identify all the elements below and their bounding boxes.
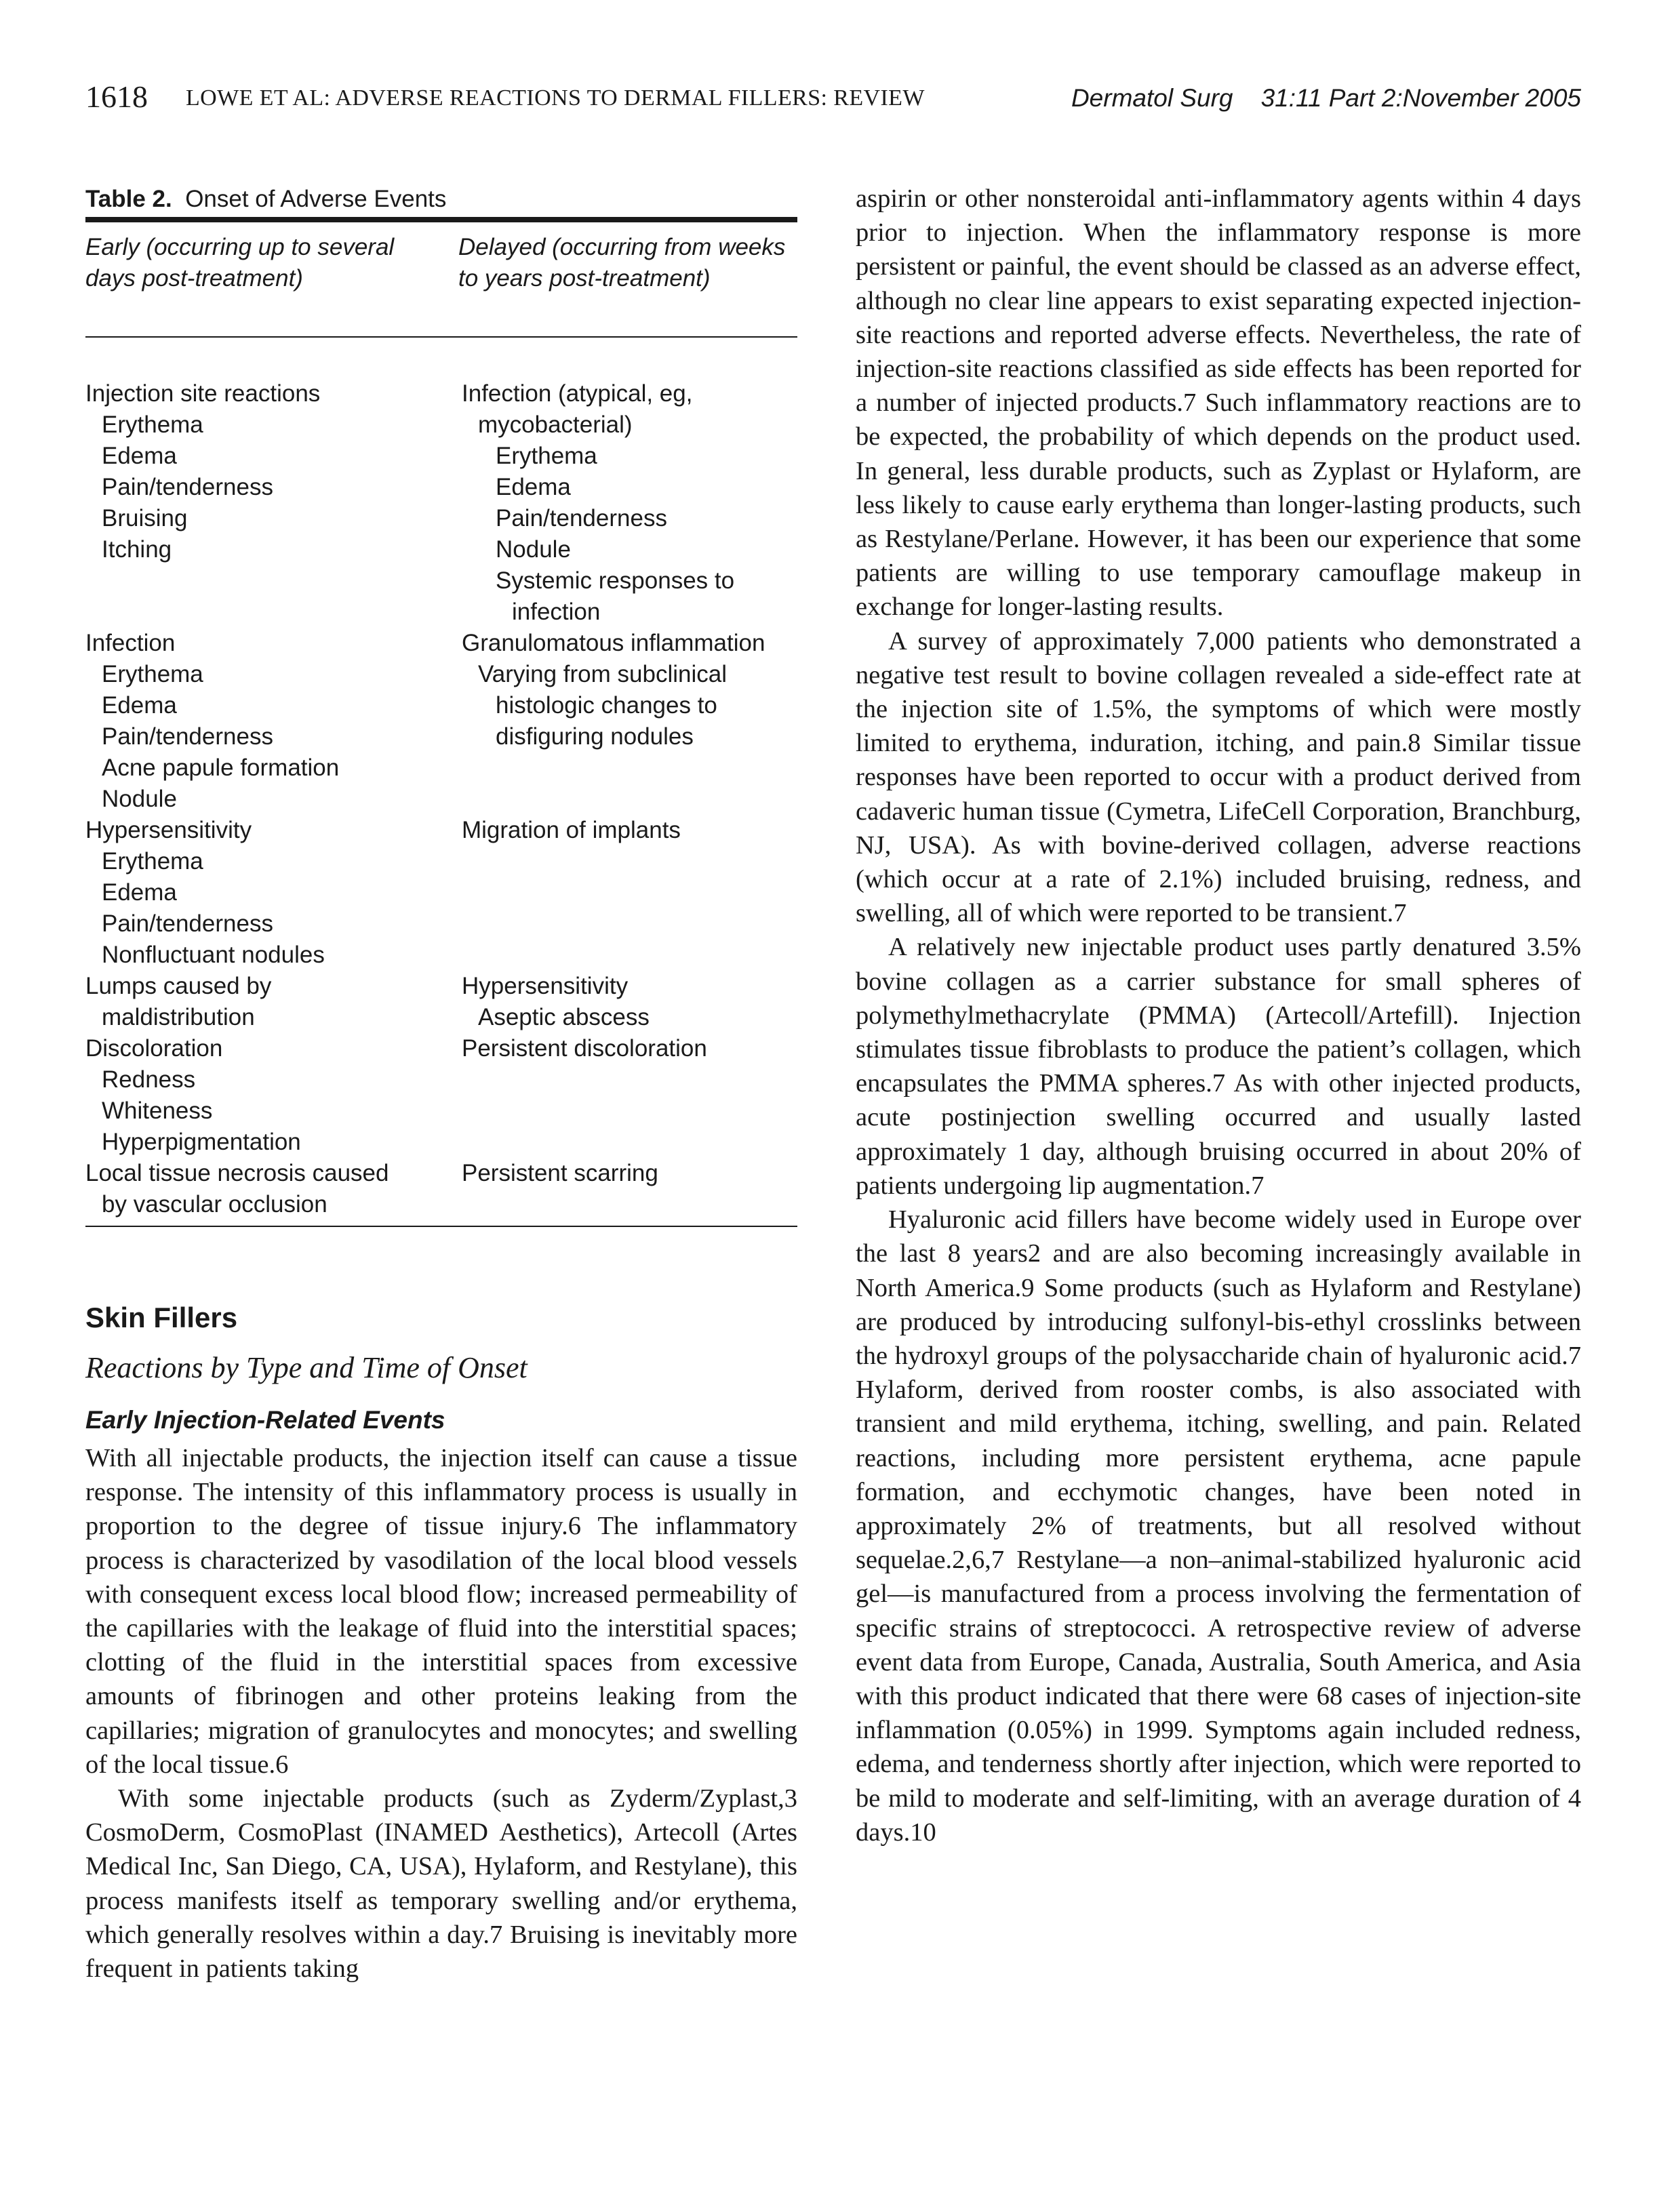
table-cell: Erythema xyxy=(102,661,203,687)
right-column xyxy=(856,182,1581,1849)
table-cell: disfiguring nodules xyxy=(496,723,694,750)
table-caption xyxy=(85,182,797,217)
table-cell: Whiteness xyxy=(102,1098,213,1124)
table-label: Table 2. xyxy=(85,186,172,212)
table-cell: Edema xyxy=(496,474,571,500)
running-title: LOWE ET AL: ADVERSE REACTIONS TO DERMAL FILLERS: REVIEW xyxy=(186,85,925,110)
table-cell: Edema xyxy=(102,692,177,719)
table-onset-of-adverse-events xyxy=(85,182,797,1227)
running-header xyxy=(85,79,1581,122)
table-cell: Hypersensitivity xyxy=(85,817,252,843)
table-cell: histologic changes to xyxy=(496,692,717,719)
table-cell: Hypersensitivity xyxy=(462,973,629,999)
table-cell: infection xyxy=(512,599,601,625)
table-cell: Nonfluctuant nodules xyxy=(102,942,325,968)
body-paragraph: aspirin or other nonsteroidal anti-inflammatory agents within 4 days prior to injection. When the inflammatory response is more persistent or painful, the event should be classed as an adverse effect, although no clear line appears to exist separating expected injection-site reactions and reported adverse effects. Nevertheless, the rate of injection-site reactions classified as side effects has been reported for a number of injected products.7 Such inflammatory reactions are to be expected, the probability of which depends on the product used. In general, less durable products, such as Zyplast or Hylaform, are less likely to cause early erythema than longer-lasting products, such as Restylane/Perlane. However, it has been our experience that some patients are willing to use temporary camouflage makeup in exchange for longer-lasting results. xyxy=(856,184,1581,622)
table-header-row xyxy=(85,222,797,336)
section-heading: Skin Fillers xyxy=(85,1302,238,1333)
table-body xyxy=(85,338,797,1226)
table-cell: Persistent discoloration xyxy=(462,1035,707,1062)
table-cell: Infection (atypical, eg, xyxy=(462,380,693,407)
table-cell: Erythema xyxy=(102,848,203,874)
left-column xyxy=(85,1296,797,1986)
table-cell: Local tissue necrosis caused xyxy=(85,1160,389,1186)
body-paragraph: A survey of approximately 7,000 patients who demonstrated a negative test result to bovine collagen revealed a side-effect rate at the injection site of 1.5%, the symptoms of which were mostly limited to erythema, induration, itching, and pain.8 Similar tissue responses have been reported to occur with a product derived from cadaveric human tissue (Cymetra, LifeCell Corporation, Branchburg, NJ, USA). As with bovine-derived collagen, adverse reactions (which occur at a rate of 2.1%) included bruising, redness, and swelling, all of which were reported to be transient.7 xyxy=(856,626,1581,928)
table-cell: Redness xyxy=(102,1066,196,1093)
body-paragraph: A relatively new injectable product uses partly denatured 3.5% bovine collagen as a carrier substance for small spheres of polymethylmethacrylate (PMMA) (Artecoll/Artefill). Injection stimulates tissue fibroblasts to produce the patient’s collagen, which encapsulates the PMMA spheres.7 As with other injected products, acute postinjection swelling occurred and usually lasted approximately 1 day, although bruising occurred in about 20% of patients undergoing lip augmentation.7 xyxy=(856,933,1581,1200)
table-cell: Infection xyxy=(85,630,176,656)
table-cell: Erythema xyxy=(496,443,597,469)
table-cell: Granulomatous inflammation xyxy=(462,630,765,656)
table-cell: Varying from subclinical xyxy=(478,661,727,687)
table-cell: Edema xyxy=(102,879,177,906)
table-cell: mycobacterial) xyxy=(478,411,633,438)
table-cell: Migration of implants xyxy=(462,817,681,843)
table-bottom-rule xyxy=(85,1226,797,1227)
table-cell: by vascular occlusion xyxy=(102,1191,327,1218)
table-cell: Nodule xyxy=(496,536,571,563)
table-top-rule xyxy=(85,217,797,222)
journal-citation: Dermatol Surg 31:11 Part 2:November 2005 xyxy=(1071,84,1581,112)
table-cell: Nodule xyxy=(102,786,177,812)
table-cell: Hyperpigmentation xyxy=(102,1129,301,1155)
table-cell: Pain/tenderness xyxy=(102,910,273,937)
table-cell: Acne papule formation xyxy=(102,755,340,781)
subsection-heading: Reactions by Type and Time of Onset xyxy=(85,1351,527,1384)
table-cell: Aseptic abscess xyxy=(478,1004,650,1030)
table-cell: Injection site reactions xyxy=(85,380,321,407)
table-cell: Pain/tenderness xyxy=(102,723,273,750)
table-cell: Pain/tenderness xyxy=(496,505,667,531)
table-cell: Persistent scarring xyxy=(462,1160,658,1186)
table-cell: Pain/tenderness xyxy=(102,474,273,500)
table-cell: Systemic responses to xyxy=(496,567,735,594)
table-cell: Lumps caused by xyxy=(85,973,272,999)
table-cell: Itching xyxy=(102,536,172,563)
body-paragraph: Hyaluronic acid fillers have become widely used in Europe over the last 8 years2 and are also becoming increasingly available in North America.9 Some products (such as Hylaform and Restylane) are produced by introducing sulfonyl-bis-ethyl crosslinks between the hydroxyl groups of the polysaccharide chain of hyaluronic acid.7 Hylaform, derived from rooster combs, is also associated with transient and mild erythema, itching, swelling, and pain. Related reactions, including more persistent erythema, acne papule formation, and ecchymotic changes, have been noted in approximately 2% of treatments, but all resolved without sequelae.2,6,7 Restylane—a non–animal-stabilized hyaluronic acid gel—is manufactured from a process involving the fermentation of specific strains of streptococci. A retrospective review of adverse event data from Europe, Canada, Australia, South America, and Asia with this product indicated that there were 68 cases of injection-site inflammation (0.05%) in 1999. Symptoms again included redness, edema, and tenderness shortly after injection, which were reported to be mild to moderate and self-limiting, with an average duration of 4 days.10 xyxy=(856,1205,1581,1847)
column-header-early: Early (occurring up to several days post-treatment) xyxy=(85,234,395,291)
column-header-delayed: Delayed (occurring from weeks to years post-treatment) xyxy=(458,234,786,291)
table-title: Onset of Adverse Events xyxy=(185,186,447,212)
table-cell: Edema xyxy=(102,443,177,469)
subsubsection-heading: Early Injection-Related Events xyxy=(85,1406,445,1434)
table-cell: Erythema xyxy=(102,411,203,438)
body-paragraph: With some injectable products (such as Zyderm/Zyplast,3 CosmoDerm, CosmoPlast (INAMED Aesthetics), Artecoll (Artes Medical Inc, San Diego, CA, USA), Hylaform, and Restylane), this process manifests itself as temporary swelling and/or erythema, which generally resolves within a day.7 Bruising is inevitably more frequent in patients taking xyxy=(85,1784,797,1984)
table-cell: Bruising xyxy=(102,505,188,531)
body-paragraph: With all injectable products, the injection itself can cause a tissue response. The intensity of this inflammatory process is usually in proportion to the degree of tissue injury.6 The inflammatory process is characterized by vasodilation of the local blood vessels with consequent excess local blood flow; increased permeability of the capillaries with the leakage of fluid into the interstitial spaces; clotting of the fluid in the interstitial spaces from excessive amounts of fibrinogen and other proteins leaking from the capillaries; migration of granulocytes and monocytes; and swelling of the local tissue.6 xyxy=(85,1444,797,1779)
table-cell: Discoloration xyxy=(85,1035,223,1062)
table-cell: maldistribution xyxy=(102,1004,255,1030)
page-number: 1618 xyxy=(85,79,148,114)
